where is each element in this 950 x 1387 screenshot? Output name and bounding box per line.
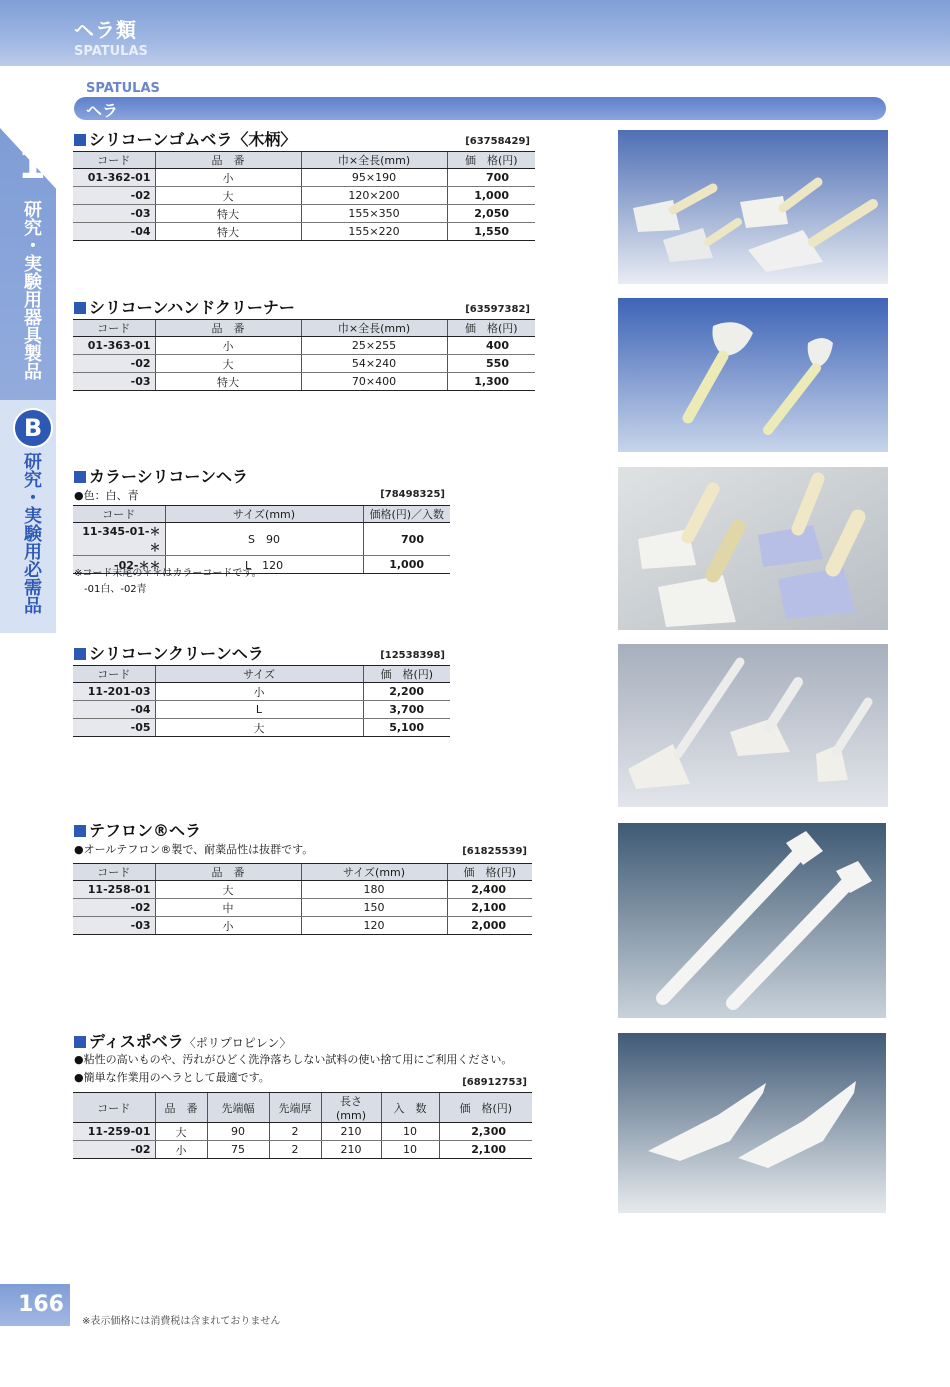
product-title — [74, 295, 295, 318]
table-row — [73, 1123, 532, 1141]
cell: 150 — [301, 899, 447, 917]
product-title — [74, 641, 264, 664]
table-row — [73, 337, 535, 355]
header-title: ヘラ類 — [74, 18, 137, 42]
column-header: 品 番 — [155, 320, 301, 337]
table-header-row — [73, 152, 535, 169]
spec-table — [73, 319, 535, 391]
catalog-number: [12538398] — [380, 650, 445, 661]
cell: S 90 — [165, 523, 363, 556]
spec-table — [73, 863, 532, 935]
cell: 210 — [321, 1123, 381, 1141]
table-row — [73, 205, 535, 223]
wooden-handle-silicone-spatulas-icon — [618, 130, 888, 284]
product-note: ●粘性の高いものや、汚れがひどく洗浄落ちしない試料の使い捨て用にご利用ください。 — [74, 1053, 513, 1066]
product-title — [74, 1029, 291, 1052]
code-cell: -02 — [73, 187, 155, 205]
code-cell: 01-363-01 — [73, 337, 155, 355]
table-header-row — [73, 666, 450, 683]
cell: 大 — [155, 881, 301, 899]
column-header: コード — [73, 666, 155, 683]
cell: 小 — [155, 917, 301, 935]
chapter-label: 研究・実験用器具製品 — [21, 200, 42, 380]
table-row — [73, 373, 535, 391]
section-title-en: SPATULAS — [86, 81, 160, 96]
cell: 小 — [155, 337, 301, 355]
code-cell: -02 — [73, 355, 155, 373]
price-cell: 2,300 — [439, 1123, 532, 1141]
price-cell: 2,050 — [447, 205, 535, 223]
code-cell: -05 — [73, 719, 155, 737]
product-photo-wooden-spatulas — [618, 130, 888, 284]
cell: 大 — [155, 355, 301, 373]
table-row — [73, 187, 535, 205]
teflon-spatulas-icon — [618, 823, 886, 1018]
column-header: コード — [73, 320, 155, 337]
code-cell: -03 — [73, 917, 155, 935]
chapter-number: 1 — [18, 142, 46, 188]
product-title-text: ディスポベラ — [89, 1032, 184, 1051]
price-cell: 550 — [447, 355, 535, 373]
cell: 10 — [381, 1123, 439, 1141]
bullet-square-icon — [74, 825, 86, 837]
table-header-row — [73, 864, 532, 881]
code-cell: -04 — [73, 223, 155, 241]
price-cell: 2,100 — [447, 899, 532, 917]
column-header: 巾×全長(mm) — [301, 152, 447, 169]
spec-table — [73, 151, 535, 241]
product-title-text: シリコーンクリーンヘラ — [89, 644, 264, 663]
catalog-number: [68912753] — [462, 1077, 527, 1088]
cell: 小 — [155, 169, 301, 187]
price-cell: 5,100 — [363, 719, 450, 737]
column-header: 価 格(円) — [447, 152, 535, 169]
price-cell: 2,000 — [447, 917, 532, 935]
column-header: サイズ(mm) — [165, 506, 363, 523]
column-header: 価 格(円) — [447, 320, 535, 337]
price-cell: 2,100 — [439, 1141, 532, 1159]
column-header: コード — [73, 152, 155, 169]
sub-chapter-label: 研究・実験用必需品 — [21, 452, 42, 614]
page-number: 166 — [0, 1284, 70, 1326]
column-header: 価 格(円) — [439, 1093, 532, 1123]
silicone-clean-spatulas-icon — [618, 644, 888, 807]
code-cell: 11-259-01 — [73, 1123, 155, 1141]
table-footnote: ※コード末尾の＊＊はカラーコードです。 — [74, 568, 262, 579]
cell: 小 — [155, 683, 363, 701]
code-cell: -04 — [73, 701, 155, 719]
table-header-row — [73, 506, 450, 523]
column-header: コード — [73, 1093, 155, 1123]
cell: 中 — [155, 899, 301, 917]
column-header: 品 番 — [155, 152, 301, 169]
column-header: 先端厚 — [269, 1093, 321, 1123]
cell: 120×200 — [301, 187, 447, 205]
section-title-ja: ヘラ — [86, 101, 119, 120]
table-row — [73, 223, 535, 241]
tax-note: ※表示価格には消費税は含まれておりません — [82, 1316, 281, 1327]
table-row — [73, 523, 450, 556]
cell: 特大 — [155, 223, 301, 241]
price-cell: 700 — [363, 523, 450, 556]
product-photo-teflon-spatulas — [618, 823, 886, 1018]
cell: 25×255 — [301, 337, 447, 355]
silicone-hand-cleaners-icon — [618, 298, 888, 452]
table-footnote: -01白、-02青 — [84, 584, 147, 595]
color-silicone-spatulas-icon — [618, 467, 888, 630]
column-header: 価 格(円) — [363, 666, 450, 683]
price-cell: 1,300 — [447, 373, 535, 391]
bullet-square-icon — [74, 471, 86, 483]
cell: 54×240 — [301, 355, 447, 373]
cell: 2 — [269, 1141, 321, 1159]
price-cell: 2,400 — [447, 881, 532, 899]
cell: 特大 — [155, 205, 301, 223]
table-header-row — [73, 1093, 532, 1123]
product-photo-disposable-spatulas — [618, 1033, 886, 1213]
column-header: コード — [73, 864, 155, 881]
code-cell: -03 — [73, 205, 155, 223]
price-cell: 1,550 — [447, 223, 535, 241]
price-cell: 700 — [447, 169, 535, 187]
column-header: サイズ — [155, 666, 363, 683]
product-title — [74, 464, 248, 487]
cell: 特大 — [155, 373, 301, 391]
table-row — [73, 701, 450, 719]
column-header: 品 番 — [155, 1093, 207, 1123]
bullet-square-icon — [74, 1036, 86, 1048]
cell: 大 — [155, 719, 363, 737]
disposable-spatulas-icon — [618, 1033, 886, 1213]
column-header: サイズ(mm) — [301, 864, 447, 881]
code-cell: -03 — [73, 373, 155, 391]
product-photo-clean-spatulas — [618, 644, 888, 807]
sub-chapter-badge: B — [13, 408, 53, 448]
cell: 小 — [155, 1141, 207, 1159]
price-cell: 3,700 — [363, 701, 450, 719]
product-title-text: カラーシリコーンヘラ — [89, 467, 249, 486]
bullet-square-icon — [74, 648, 86, 660]
product-title-text: シリコーンゴムベラ〈木柄〉 — [89, 130, 297, 149]
column-header: 長さ(mm) — [321, 1093, 381, 1123]
catalog-number: [78498325] — [380, 489, 445, 500]
cell: 2 — [269, 1123, 321, 1141]
cell: 75 — [207, 1141, 269, 1159]
product-title-text: テフロン®ヘラ — [89, 821, 202, 840]
product-photo-hand-cleaners — [618, 298, 888, 452]
spec-table — [73, 1092, 532, 1159]
product-title-suffix: 〈ポリプロピレン〉 — [183, 1036, 292, 1050]
price-cell: 400 — [447, 337, 535, 355]
product-note: ●色：白、青 — [74, 489, 139, 502]
table-row — [73, 881, 532, 899]
cell: 95×190 — [301, 169, 447, 187]
table-row — [73, 899, 532, 917]
catalog-number: [63597382] — [465, 304, 530, 315]
bullet-square-icon — [74, 302, 86, 314]
column-header: 価格(円)／入数 — [363, 506, 450, 523]
cell: L — [155, 701, 363, 719]
table-row — [73, 169, 535, 187]
product-photo-color-spatulas — [618, 467, 888, 630]
product-title — [74, 127, 296, 150]
price-cell: 1,000 — [447, 187, 535, 205]
cell: 155×350 — [301, 205, 447, 223]
price-cell: 1,000 — [363, 556, 450, 574]
column-header: コード — [73, 506, 165, 523]
code-cell: -02 — [73, 1141, 155, 1159]
cell: 120 — [301, 917, 447, 935]
column-header: 先端幅 — [207, 1093, 269, 1123]
cell: 大 — [155, 1123, 207, 1141]
cell: 180 — [301, 881, 447, 899]
column-header: 入 数 — [381, 1093, 439, 1123]
table-header-row — [73, 320, 535, 337]
cell: 大 — [155, 187, 301, 205]
cell: L 120 — [165, 556, 363, 574]
table-row — [73, 917, 532, 935]
product-note: ●オールテフロン®製で、耐薬品性は抜群です。 — [74, 843, 314, 856]
column-header: 巾×全長(mm) — [301, 320, 447, 337]
product-note: ●簡単な作業用のヘラとして最適です。 — [74, 1071, 270, 1084]
table-row — [73, 719, 450, 737]
column-header: 価 格(円) — [447, 864, 532, 881]
code-cell: 11-258-01 — [73, 881, 155, 899]
bullet-square-icon — [74, 134, 86, 146]
spec-table — [73, 665, 450, 737]
table-row — [73, 355, 535, 373]
code-cell: 11-345-01-＊＊ — [73, 523, 165, 556]
section-bar — [74, 97, 886, 120]
cell: 10 — [381, 1141, 439, 1159]
catalog-number: [61825539] — [462, 846, 527, 857]
cell: 70×400 — [301, 373, 447, 391]
table-row — [73, 1141, 532, 1159]
table-row — [73, 683, 450, 701]
code-cell: -02-＊＊ — [73, 556, 165, 574]
price-cell: 2,200 — [363, 683, 450, 701]
code-cell: -02 — [73, 899, 155, 917]
product-title — [74, 818, 201, 841]
cell: 155×220 — [301, 223, 447, 241]
cell: 210 — [321, 1141, 381, 1159]
code-cell: 01-362-01 — [73, 169, 155, 187]
column-header: 品 番 — [155, 864, 301, 881]
product-title-text: シリコーンハンドクリーナー — [89, 298, 295, 317]
header-subtitle: SPATULAS — [74, 44, 148, 59]
cell: 90 — [207, 1123, 269, 1141]
catalog-number: [63758429] — [465, 136, 530, 147]
code-cell: 11-201-03 — [73, 683, 155, 701]
